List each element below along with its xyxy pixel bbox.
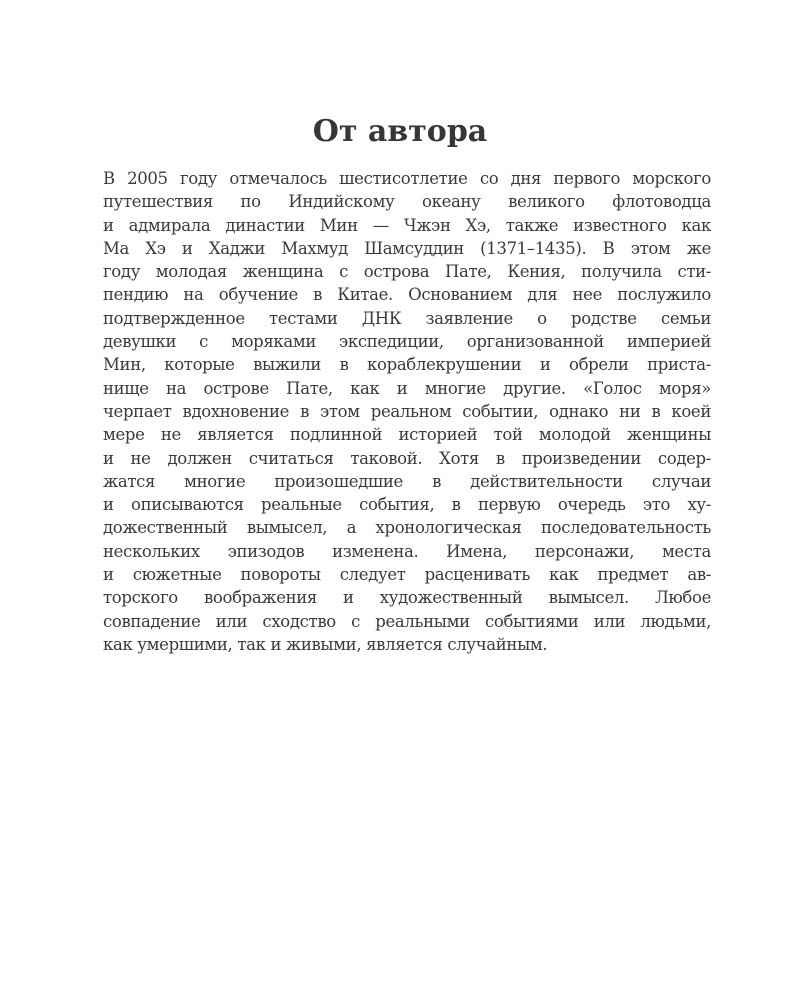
text-line: пендию на обучение в Китае. Основанием для нее послужило: [103, 285, 711, 305]
text-line: подтвержденное тестами ДНК заявление о родстве семьи: [103, 308, 711, 328]
text-line: путешествия по Индийскому океану великого флотоводца: [103, 192, 711, 212]
text-line: девушки с моряками экспедиции, организованной империей: [103, 332, 711, 352]
author-note-paragraph: [103, 167, 711, 656]
text-line: как умершими, так и живыми, является случайным.: [103, 634, 548, 654]
text-line: черпает вдохновение в этом реальном событии, однако ни в коей: [103, 401, 711, 421]
text-line: и не должен считаться таковой. Хотя в произведении содер-: [103, 448, 711, 468]
text-line: торского воображения и художественный вымысел. Любое: [103, 588, 711, 608]
text-line: дожественный вымысел, а хронологическая последовательность: [103, 518, 711, 538]
text-line: и описываются реальные события, в первую очередь это ху-: [103, 495, 711, 515]
text-line: жатся многие произошедшие в действительности случаи: [103, 471, 711, 491]
text-line: году молодая женщина с острова Пате, Кения, получила сти-: [103, 262, 711, 282]
text-line: мере не является подлинной историей той молодой женщины: [103, 425, 711, 445]
text-line: совпадение или сходство с реальными событиями или людьми,: [103, 611, 711, 631]
text-line: и сюжетные повороты следует расценивать как предмет ав-: [103, 565, 711, 585]
page-title: От автора: [312, 114, 488, 149]
text-line: нескольких эпизодов изменена. Имена, персонажи, места: [103, 541, 711, 561]
text-line: нище на острове Пате, как и многие другие. «Голос моря»: [103, 378, 711, 398]
text-line: Ма Хэ и Хаджи Махмуд Шамсуддин (1371–1435). В этом же: [103, 238, 711, 258]
text-line: и адмирала династии Мин — Чжэн Хэ, также известного как: [103, 215, 711, 235]
text-line: В 2005 году отмечалось шестисотлетие со дня первого морского: [103, 169, 711, 188]
text-line: Мин, которые выжили в кораблекрушении и обрели приста-: [103, 355, 711, 375]
